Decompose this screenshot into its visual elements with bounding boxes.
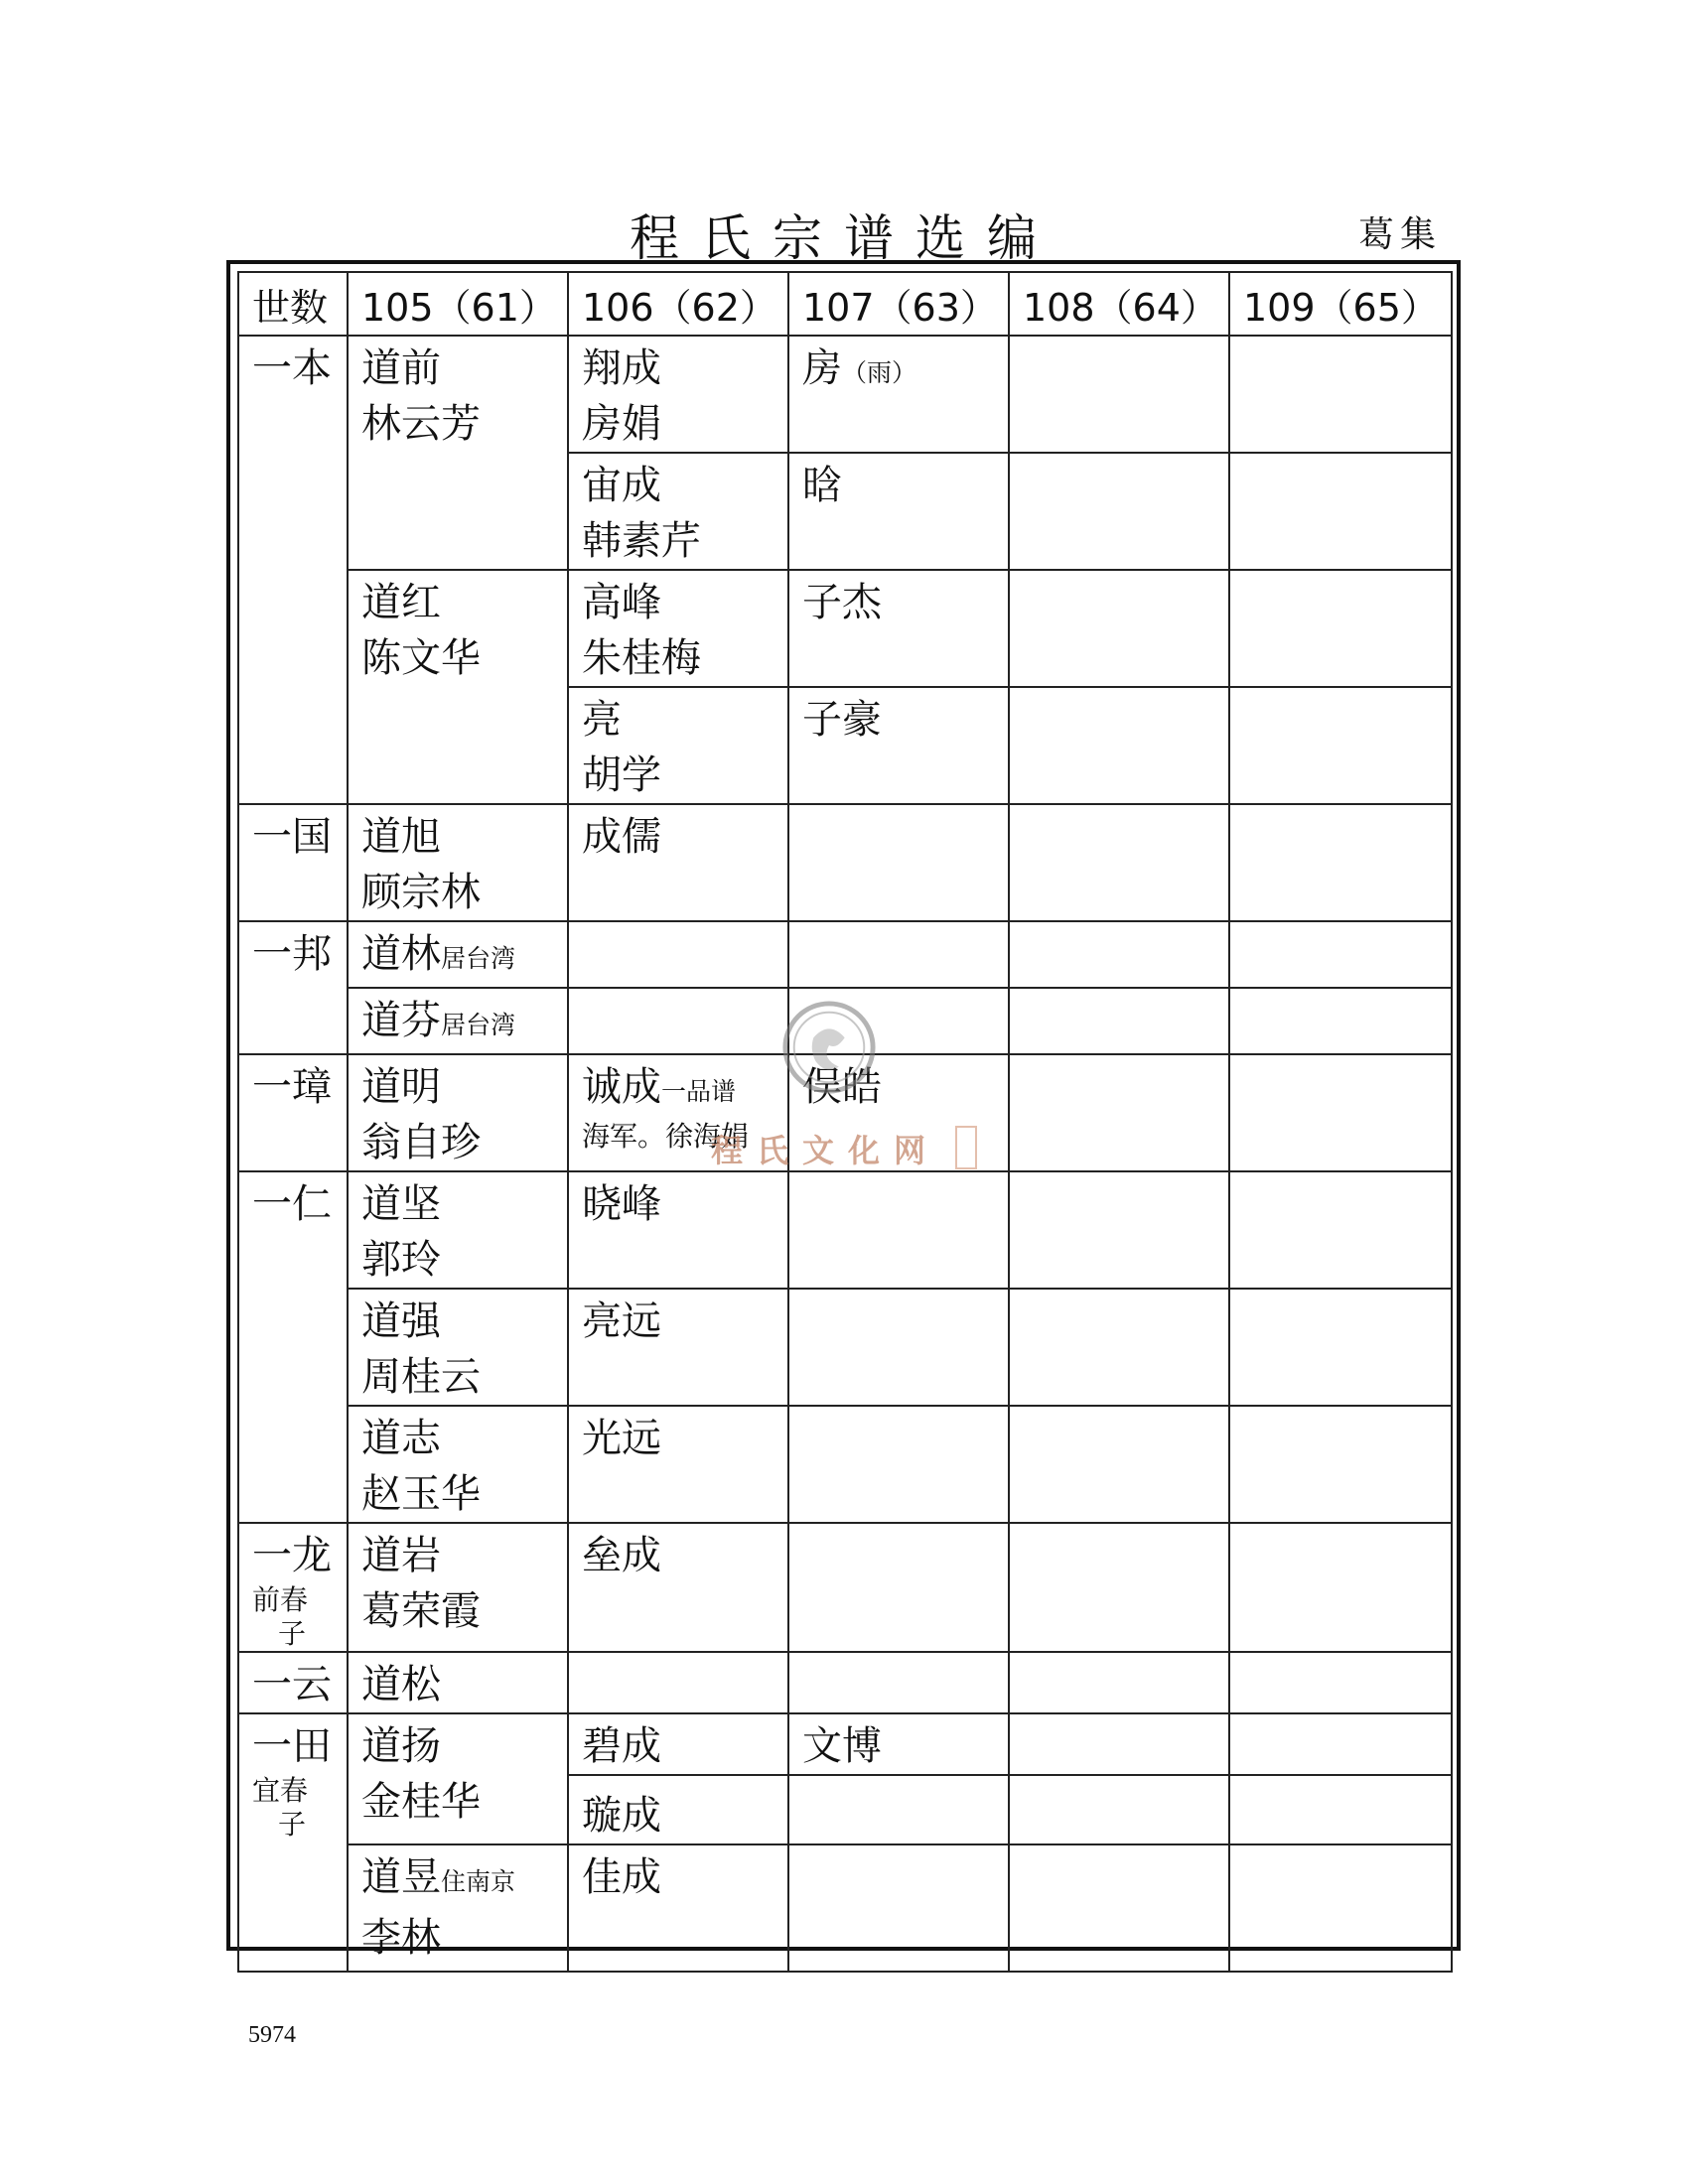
empty-cell	[1009, 1289, 1229, 1406]
person-name: 道志	[361, 1416, 441, 1461]
empty-cell	[1229, 336, 1452, 453]
branch-cell	[238, 1713, 348, 1972]
empty-cell	[788, 1289, 1009, 1406]
empty-cell	[1009, 921, 1229, 988]
table-row	[238, 1652, 1452, 1713]
person-name: 宙成	[582, 463, 661, 508]
person-cell	[788, 1713, 1009, 1775]
person-name: 子豪	[802, 697, 882, 743]
empty-cell	[1229, 1171, 1452, 1289]
empty-cell	[788, 1523, 1009, 1652]
empty-cell	[1009, 687, 1229, 804]
person-name: 子杰	[802, 580, 882, 625]
spouse-name: 顾宗林	[361, 870, 481, 915]
branch-note: 子	[278, 1808, 307, 1841]
branch-note: 前春	[252, 1583, 309, 1616]
person-cell	[788, 687, 1009, 804]
document-title: 程氏宗谱选编	[630, 209, 1058, 267]
spouse-name: 房娟	[582, 401, 661, 447]
empty-cell	[1009, 1775, 1229, 1844]
person-name: 文博	[802, 1723, 882, 1769]
person-cell	[348, 1406, 568, 1523]
empty-cell	[788, 804, 1009, 921]
column-header-105: 105（61）	[348, 272, 568, 336]
person-note: （雨）	[842, 358, 917, 387]
branch-note: 子	[278, 1617, 307, 1650]
empty-cell	[1009, 804, 1229, 921]
branch-name: 一邦	[252, 931, 332, 977]
person-name: 道坚	[361, 1181, 441, 1227]
person-cell	[348, 1054, 568, 1171]
genealogy-table	[237, 271, 1453, 1973]
table-row	[238, 1171, 1452, 1289]
empty-cell	[1229, 570, 1452, 687]
person-name: 高峰	[582, 580, 661, 625]
empty-cell	[788, 1652, 1009, 1713]
empty-cell	[1229, 988, 1452, 1054]
place-name: 葛集	[1358, 214, 1443, 255]
person-cell	[568, 336, 788, 453]
person-name: 道岩	[361, 1533, 441, 1578]
person-cell	[568, 1775, 788, 1844]
empty-cell	[1009, 1054, 1229, 1171]
branch-name: 一仁	[252, 1181, 332, 1227]
empty-cell	[568, 921, 788, 988]
person-cell	[348, 570, 568, 804]
branch-cell	[238, 1171, 348, 1523]
table-row	[238, 804, 1452, 921]
empty-cell	[1009, 1844, 1229, 1972]
empty-cell	[1229, 1054, 1452, 1171]
person-name: 道旭	[361, 814, 441, 860]
person-name: 房	[802, 345, 842, 391]
empty-cell	[1009, 570, 1229, 687]
person-name: 佳成	[582, 1854, 661, 1900]
column-header-109: 109（65）	[1229, 272, 1452, 336]
person-cell	[348, 336, 568, 570]
person-cell	[568, 1289, 788, 1406]
person-name: 道红	[361, 580, 441, 625]
branch-cell	[238, 921, 348, 1054]
empty-cell	[788, 921, 1009, 988]
empty-cell	[1009, 1713, 1229, 1775]
spouse-name: 郭玲	[361, 1237, 441, 1283]
empty-cell	[788, 1775, 1009, 1844]
empty-cell	[1009, 1523, 1229, 1652]
person-cell	[568, 1406, 788, 1523]
person-cell	[568, 570, 788, 687]
table-row	[238, 336, 1452, 453]
person-name: 道前	[361, 345, 441, 391]
person-name: 道林	[361, 931, 441, 977]
table-row	[238, 1844, 1452, 1972]
person-name: 亮	[582, 697, 622, 743]
spouse-name: 陈文华	[361, 635, 481, 681]
branch-name: 一云	[252, 1662, 332, 1707]
person-cell	[568, 1713, 788, 1775]
empty-cell	[1229, 1652, 1452, 1713]
empty-cell	[568, 1652, 788, 1713]
person-cell	[348, 1523, 568, 1652]
person-name: 成儒	[582, 814, 661, 860]
person-name: 道芬	[361, 998, 441, 1043]
person-name: 道明	[361, 1064, 441, 1110]
person-name: 翔成	[582, 345, 661, 391]
person-name: 璇成	[582, 1793, 661, 1839]
empty-cell	[1009, 988, 1229, 1054]
spouse-name: 金桂华	[361, 1779, 481, 1825]
person-note-continued: 海军。徐海娟	[582, 1120, 750, 1153]
person-cell	[348, 804, 568, 921]
branch-name: 一本	[252, 345, 332, 391]
branch-cell	[238, 804, 348, 921]
empty-cell	[1229, 687, 1452, 804]
person-cell	[568, 804, 788, 921]
empty-cell	[1009, 1406, 1229, 1523]
person-cell	[788, 336, 1009, 453]
person-name: 道扬	[361, 1723, 441, 1769]
seal-stamp-icon	[780, 999, 878, 1096]
empty-cell	[1009, 1171, 1229, 1289]
person-cell	[788, 453, 1009, 570]
person-name: 诚成	[582, 1064, 661, 1110]
person-cell	[788, 570, 1009, 687]
spouse-name: 周桂云	[361, 1354, 481, 1400]
column-header-108: 108（64）	[1009, 272, 1229, 336]
empty-cell	[1229, 921, 1452, 988]
table-row	[238, 570, 1452, 687]
person-cell	[348, 988, 568, 1054]
empty-cell	[1229, 1713, 1452, 1775]
branch-name: 一璋	[252, 1064, 332, 1110]
spouse-name: 朱桂梅	[582, 635, 701, 681]
person-name: 晗	[802, 463, 842, 508]
person-cell	[348, 1652, 568, 1713]
table-row	[238, 1713, 1452, 1775]
person-cell	[568, 687, 788, 804]
column-header-107: 107（63）	[788, 272, 1009, 336]
spouse-name: 李林	[361, 1915, 441, 1961]
empty-cell	[568, 988, 788, 1054]
person-cell	[348, 1171, 568, 1289]
person-name: 晓峰	[582, 1181, 661, 1227]
branch-cell	[238, 1523, 348, 1652]
empty-cell	[1229, 1844, 1452, 1972]
person-cell	[348, 1844, 568, 1972]
spouse-name: 翁自珍	[361, 1120, 481, 1165]
empty-cell	[1229, 1289, 1452, 1406]
table-row	[238, 1523, 1452, 1652]
person-cell	[568, 1844, 788, 1972]
person-name: 俣皓	[802, 1064, 882, 1110]
person-cell	[348, 1289, 568, 1406]
person-name: 道强	[361, 1298, 441, 1344]
spouse-name: 胡学	[582, 752, 661, 798]
empty-cell	[1229, 1523, 1452, 1652]
person-cell	[568, 453, 788, 570]
residence-note: 居台湾	[441, 1011, 516, 1039]
branch-cell	[238, 336, 348, 804]
person-cell	[568, 1171, 788, 1289]
empty-cell	[1229, 453, 1452, 570]
person-name: 道松	[361, 1662, 441, 1707]
empty-cell	[1009, 1652, 1229, 1713]
empty-cell	[788, 1406, 1009, 1523]
empty-cell	[1229, 804, 1452, 921]
person-name: 碧成	[582, 1723, 661, 1769]
empty-cell	[1009, 336, 1229, 453]
residence-note: 住南京	[441, 1867, 516, 1896]
person-note: 一品谱	[661, 1077, 737, 1106]
branch-name: 一龙	[252, 1533, 332, 1578]
branch-cell	[238, 1054, 348, 1171]
person-cell	[568, 1523, 788, 1652]
empty-cell	[1229, 1406, 1452, 1523]
header-row	[238, 272, 1452, 336]
person-name: 垒成	[582, 1533, 661, 1578]
empty-cell	[788, 1171, 1009, 1289]
person-cell	[348, 921, 568, 988]
branch-name: 一田	[252, 1723, 332, 1769]
person-name: 道昱	[361, 1854, 441, 1900]
table-row	[238, 1406, 1452, 1523]
table-row	[238, 1289, 1452, 1406]
branch-name: 一国	[252, 814, 332, 860]
branch-cell	[238, 1652, 348, 1713]
watermark-text: 程氏文化网	[711, 1132, 940, 1169]
empty-cell	[1229, 1775, 1452, 1844]
page-number: 5974	[248, 2022, 296, 2048]
residence-note: 居台湾	[441, 944, 516, 973]
person-name: 亮远	[582, 1298, 661, 1344]
empty-cell	[788, 1844, 1009, 1972]
branch-note: 宜春	[252, 1774, 309, 1807]
spouse-name: 葛荣霞	[361, 1588, 481, 1634]
table-row	[238, 921, 1452, 988]
empty-cell	[1009, 453, 1229, 570]
column-header-106: 106（62）	[568, 272, 788, 336]
watermark-stamp-icon	[955, 1126, 977, 1169]
person-cell	[348, 1713, 568, 1844]
column-header-generation: 世数	[238, 272, 348, 336]
person-name: 光远	[582, 1416, 661, 1461]
spouse-name: 林云芳	[361, 401, 481, 447]
spouse-name: 韩素芹	[582, 518, 701, 564]
spouse-name: 赵玉华	[361, 1471, 481, 1517]
